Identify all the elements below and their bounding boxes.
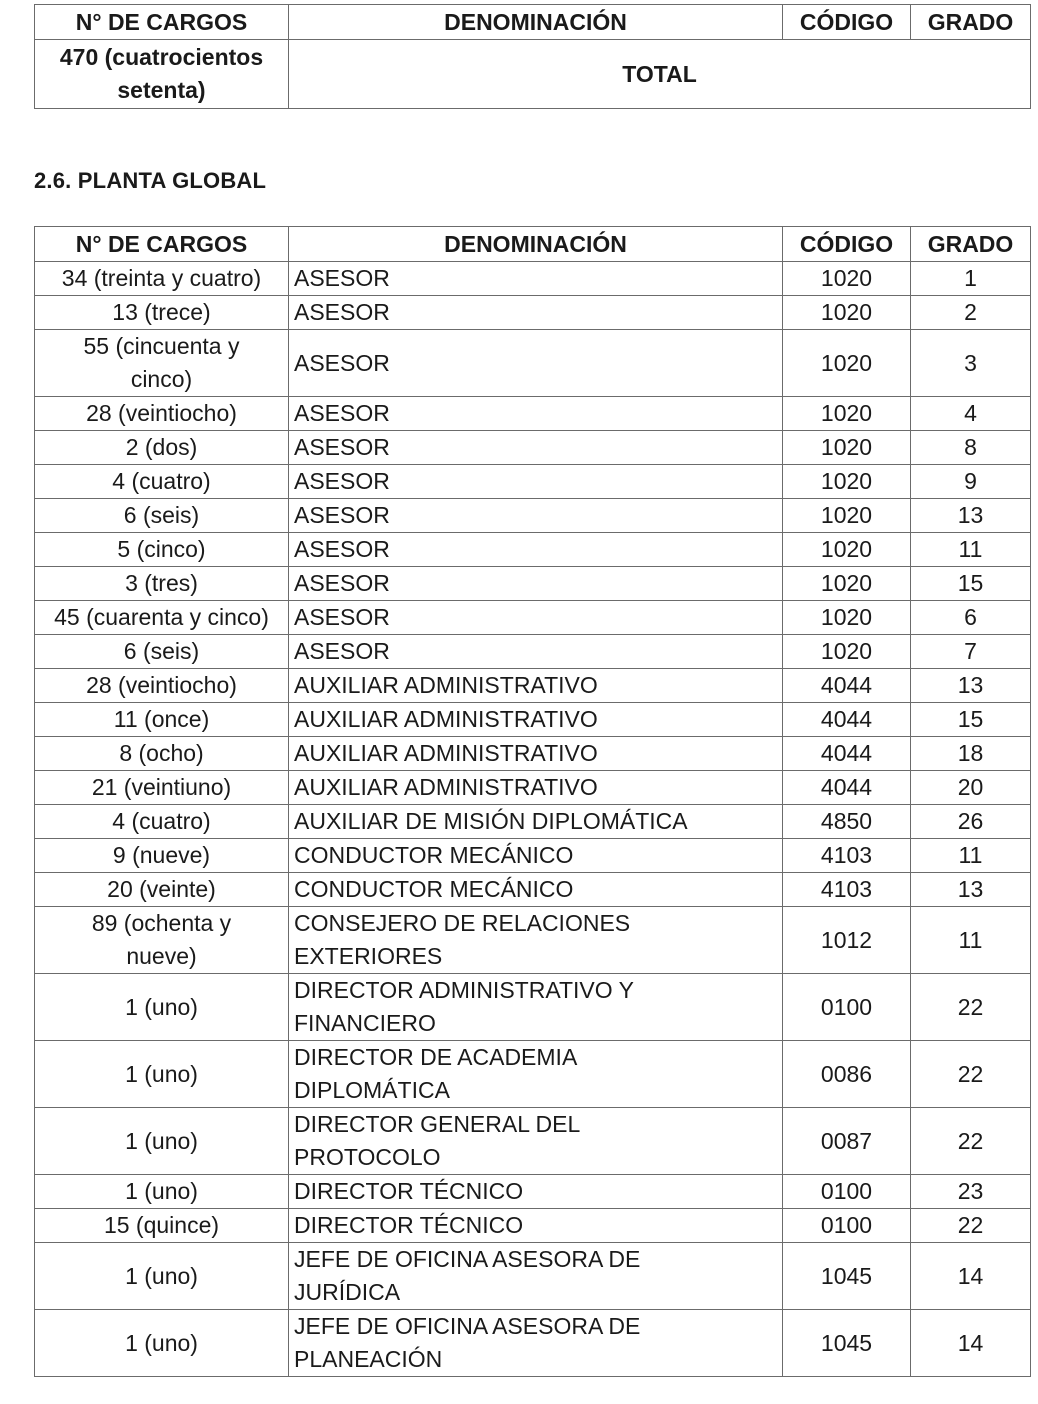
cell-codigo: 1020 — [783, 601, 911, 635]
cell-denominacion: CONDUCTOR MECÁNICO — [289, 839, 783, 873]
cell-codigo: 1020 — [783, 635, 911, 669]
table-row — [35, 1041, 1031, 1108]
table-row — [35, 669, 1031, 703]
cell-codigo: 4044 — [783, 771, 911, 805]
cell-cargos: 21 (veintiuno) — [35, 771, 289, 805]
cell-cargos: 1 (uno) — [35, 1243, 289, 1310]
table-row — [35, 1108, 1031, 1175]
cell-denominacion: AUXILIAR ADMINISTRATIVO — [289, 669, 783, 703]
cell-cargos: 2 (dos) — [35, 431, 289, 465]
cell-codigo: 0100 — [783, 1175, 911, 1209]
cell-denominacion: ASESOR — [289, 262, 783, 296]
cell-cargos: 15 (quince) — [35, 1209, 289, 1243]
cell-grado: 15 — [911, 567, 1031, 601]
header-grado: GRADO — [911, 227, 1031, 262]
header-cargos: N° DE CARGOS — [35, 5, 289, 40]
table-row — [35, 1175, 1031, 1209]
header-cargos: N° DE CARGOS — [35, 227, 289, 262]
cell-denominacion: DIRECTOR ADMINISTRATIVO Y FINANCIERO — [289, 974, 783, 1041]
cell-denominacion: ASESOR — [289, 567, 783, 601]
cell-denominacion: CONSEJERO DE RELACIONES EXTERIORES — [289, 907, 783, 974]
table-row — [35, 262, 1031, 296]
cell-denominacion: DIRECTOR TÉCNICO — [289, 1209, 783, 1243]
cell-denominacion: DIRECTOR DE ACADEMIA DIPLOMÁTICA — [289, 1041, 783, 1108]
table-row — [35, 1310, 1031, 1377]
cell-denominacion: JEFE DE OFICINA ASESORA DE JURÍDICA — [289, 1243, 783, 1310]
cell-grado: 13 — [911, 499, 1031, 533]
total-cargos: 470 (cuatrocientos setenta) — [35, 40, 289, 109]
table-row — [35, 601, 1031, 635]
table-row — [35, 974, 1031, 1041]
cell-grado: 18 — [911, 737, 1031, 771]
cell-denominacion: ASESOR — [289, 431, 783, 465]
cell-grado: 22 — [911, 1041, 1031, 1108]
cell-codigo: 1045 — [783, 1310, 911, 1377]
cell-codigo: 0087 — [783, 1108, 911, 1175]
cell-cargos: 20 (veinte) — [35, 873, 289, 907]
header-codigo: CÓDIGO — [783, 227, 911, 262]
table-row — [35, 567, 1031, 601]
table-row — [35, 703, 1031, 737]
cell-codigo: 4103 — [783, 873, 911, 907]
cell-codigo: 0086 — [783, 1041, 911, 1108]
total-label: TOTAL — [289, 40, 1031, 109]
cell-grado: 22 — [911, 1108, 1031, 1175]
cell-cargos: 1 (uno) — [35, 1310, 289, 1377]
cell-codigo: 1020 — [783, 567, 911, 601]
cell-cargos: 4 (cuatro) — [35, 805, 289, 839]
cell-denominacion: DIRECTOR GENERAL DEL PROTOCOLO — [289, 1108, 783, 1175]
table-row — [35, 397, 1031, 431]
table-row — [35, 873, 1031, 907]
cell-grado: 20 — [911, 771, 1031, 805]
cell-denominacion: AUXILIAR DE MISIÓN DIPLOMÁTICA — [289, 805, 783, 839]
cell-denominacion: AUXILIAR ADMINISTRATIVO — [289, 703, 783, 737]
cell-grado: 4 — [911, 397, 1031, 431]
cell-cargos: 6 (seis) — [35, 499, 289, 533]
cell-codigo: 1020 — [783, 465, 911, 499]
cell-denominacion: ASESOR — [289, 533, 783, 567]
cell-cargos: 28 (veintiocho) — [35, 669, 289, 703]
cell-grado: 11 — [911, 533, 1031, 567]
cell-cargos: 6 (seis) — [35, 635, 289, 669]
table-row — [35, 635, 1031, 669]
cell-denominacion: ASESOR — [289, 601, 783, 635]
cell-grado: 11 — [911, 907, 1031, 974]
cell-grado: 7 — [911, 635, 1031, 669]
table-header-row — [35, 227, 1031, 262]
cell-cargos: 55 (cincuenta y cinco) — [35, 330, 289, 397]
table-row — [35, 499, 1031, 533]
cell-denominacion: ASESOR — [289, 330, 783, 397]
cell-denominacion: CONDUCTOR MECÁNICO — [289, 873, 783, 907]
summary-header-row — [35, 5, 1031, 40]
cell-grado: 1 — [911, 262, 1031, 296]
table-row — [35, 1209, 1031, 1243]
table-row — [35, 431, 1031, 465]
cell-grado: 15 — [911, 703, 1031, 737]
cell-grado: 22 — [911, 1209, 1031, 1243]
cell-grado: 23 — [911, 1175, 1031, 1209]
cell-codigo: 1020 — [783, 330, 911, 397]
cell-denominacion: ASESOR — [289, 499, 783, 533]
cell-grado: 8 — [911, 431, 1031, 465]
cell-codigo: 4850 — [783, 805, 911, 839]
table-row — [35, 296, 1031, 330]
cell-denominacion: ASESOR — [289, 465, 783, 499]
cell-cargos: 34 (treinta y cuatro) — [35, 262, 289, 296]
cell-cargos: 3 (tres) — [35, 567, 289, 601]
cell-cargos: 9 (nueve) — [35, 839, 289, 873]
cell-codigo: 1020 — [783, 296, 911, 330]
planta-global-table — [34, 226, 1031, 1377]
cell-cargos: 45 (cuarenta y cinco) — [35, 601, 289, 635]
cell-denominacion: AUXILIAR ADMINISTRATIVO — [289, 737, 783, 771]
cell-cargos: 11 (once) — [35, 703, 289, 737]
cell-grado: 11 — [911, 839, 1031, 873]
cell-codigo: 1020 — [783, 499, 911, 533]
cell-grado: 14 — [911, 1243, 1031, 1310]
cell-denominacion: ASESOR — [289, 397, 783, 431]
cell-cargos: 89 (ochenta y nueve) — [35, 907, 289, 974]
table-row — [35, 1243, 1031, 1310]
table-row — [35, 533, 1031, 567]
cell-codigo: 1012 — [783, 907, 911, 974]
section-title: 2.6. PLANTA GLOBAL — [34, 168, 267, 193]
table-row — [35, 465, 1031, 499]
cell-cargos: 13 (trece) — [35, 296, 289, 330]
cell-codigo: 1045 — [783, 1243, 911, 1310]
cell-codigo: 0100 — [783, 974, 911, 1041]
cell-codigo: 1020 — [783, 397, 911, 431]
cell-grado: 3 — [911, 330, 1031, 397]
table-row — [35, 907, 1031, 974]
cell-denominacion: AUXILIAR ADMINISTRATIVO — [289, 771, 783, 805]
cell-codigo: 1020 — [783, 533, 911, 567]
cell-codigo: 4044 — [783, 703, 911, 737]
cell-codigo: 4044 — [783, 669, 911, 703]
cell-grado: 26 — [911, 805, 1031, 839]
header-denominacion: DENOMINACIÓN — [289, 227, 783, 262]
cell-codigo: 0100 — [783, 1209, 911, 1243]
cell-grado: 6 — [911, 601, 1031, 635]
table-row — [35, 330, 1031, 397]
cell-cargos: 1 (uno) — [35, 1175, 289, 1209]
header-codigo: CÓDIGO — [783, 5, 911, 40]
cell-grado: 13 — [911, 669, 1031, 703]
cell-grado: 9 — [911, 465, 1031, 499]
cell-codigo: 4044 — [783, 737, 911, 771]
cell-codigo: 1020 — [783, 262, 911, 296]
cell-grado: 14 — [911, 1310, 1031, 1377]
table-row — [35, 771, 1031, 805]
cell-denominacion: ASESOR — [289, 296, 783, 330]
table-row — [35, 737, 1031, 771]
cell-grado: 13 — [911, 873, 1031, 907]
header-denominacion: DENOMINACIÓN — [289, 5, 783, 40]
cell-denominacion: DIRECTOR TÉCNICO — [289, 1175, 783, 1209]
cell-cargos: 5 (cinco) — [35, 533, 289, 567]
cell-denominacion: JEFE DE OFICINA ASESORA DE PLANEACIÓN — [289, 1310, 783, 1377]
table-row — [35, 839, 1031, 873]
cell-cargos: 28 (veintiocho) — [35, 397, 289, 431]
cell-codigo: 1020 — [783, 431, 911, 465]
cell-cargos: 4 (cuatro) — [35, 465, 289, 499]
cell-cargos: 1 (uno) — [35, 1108, 289, 1175]
header-grado: GRADO — [911, 5, 1031, 40]
cell-cargos: 1 (uno) — [35, 1041, 289, 1108]
cell-grado: 22 — [911, 974, 1031, 1041]
cell-denominacion: ASESOR — [289, 635, 783, 669]
cell-cargos: 8 (ocho) — [35, 737, 289, 771]
total-row — [35, 40, 1031, 109]
summary-table — [34, 4, 1031, 109]
cell-cargos: 1 (uno) — [35, 974, 289, 1041]
cell-codigo: 4103 — [783, 839, 911, 873]
cell-grado: 2 — [911, 296, 1031, 330]
table-row — [35, 805, 1031, 839]
